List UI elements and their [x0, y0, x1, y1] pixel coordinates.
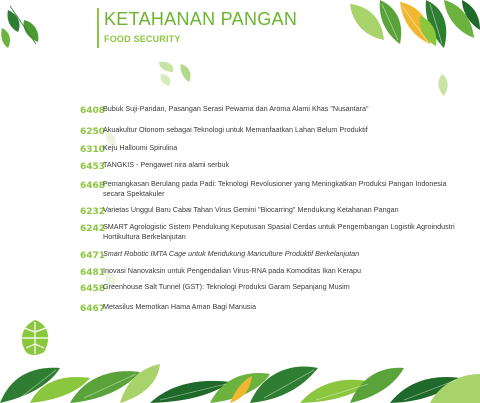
page-title: KETAHANAN PANGAN [104, 9, 298, 29]
list-item [80, 266, 470, 279]
list-item [80, 104, 470, 117]
list-item [80, 205, 470, 218]
item-number: 6468 [80, 181, 106, 191]
list-item [80, 302, 470, 315]
item-title: Keju Halloumi Spirulina [103, 143, 178, 152]
item-title: TANGKIS - Pengawet nira alami serbuk [103, 160, 230, 169]
foliage-bottom-icon [0, 338, 480, 403]
list-item [80, 222, 470, 242]
list-item [80, 282, 470, 295]
item-title: Pemangkasan Berulang pada Padi: Teknologi Revolusioner yang Meningkatkan Produksi Pangan Indonesia secara Spektakuler [103, 179, 447, 198]
item-title: SMART Agrologistic Sistem Pendukung Keputusan Spasial Cerdas untuk Pengembangan Logistik Agroindustri Hortikultura Berkelanjutan [103, 222, 455, 241]
item-number: 6467 [80, 304, 106, 314]
list-item [80, 249, 470, 262]
item-title: Varietas Unggul Baru Cabai Tahan Virus Gemini "Biocarring" Mendukung Ketahanan Pangan [103, 205, 399, 214]
leaf-cluster-top-left-icon [0, 0, 60, 60]
item-number: 6471 [80, 251, 106, 261]
item-number: 6250 [80, 127, 106, 137]
item-number: 6310 [80, 145, 106, 155]
list-item [80, 179, 470, 199]
page-subtitle: FOOD SECURITY [104, 34, 181, 44]
item-number: 6458 [80, 284, 106, 294]
title-accent-bar [97, 8, 99, 48]
item-number: 6453 [80, 162, 106, 172]
item-title: Inovasi Nanovaksin untuk Pengendalian Virus-RNA pada Komoditas Ikan Kerapu [103, 266, 361, 275]
list-item [80, 160, 470, 173]
item-title: Bubuk Suji-Pandan, Pasangan Serasi Pewarna dan Aroma Alami Khas "Nusantara" [103, 104, 369, 113]
item-title: Metasilus Memotkan Hama Aman Bagi Manusia [103, 302, 257, 311]
item-number: 6408 [80, 106, 106, 116]
item-number: 6232 [80, 207, 106, 217]
item-number: 6481 [80, 268, 106, 278]
small-leaves-icon [155, 58, 200, 88]
item-number: 6242 [80, 224, 106, 234]
leaf-right-icon [432, 72, 452, 98]
list-item [80, 143, 470, 156]
list-item [80, 125, 470, 138]
foliage-top-right-icon [340, 0, 480, 60]
item-title: Greenhouse Salt Tunnel (GST): Teknologi Produksi Garam Sepanjang Musim [103, 282, 350, 291]
item-title: Smart Robotic IMTA Cage untuk Mendukung Mariculture Produktif Berkelanjutan [103, 249, 360, 258]
item-title: Akuakultur Otonom sebagai Teknologi untuk Memanfaatkan Lahan Belum Produktif [103, 125, 368, 134]
